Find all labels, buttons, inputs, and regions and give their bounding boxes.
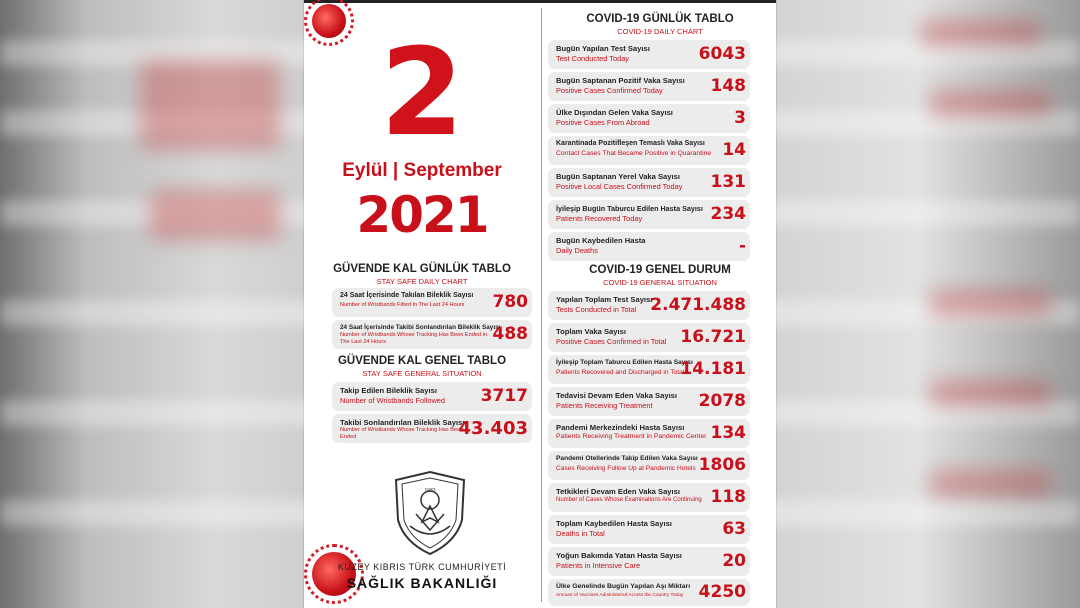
stat-row (548, 200, 750, 229)
emblem-year: 1983 (424, 488, 436, 494)
stat-value: 1806 (698, 455, 746, 475)
stat-value: 134 (710, 423, 746, 443)
stat-label-en: Positive Local Cases Confirmed Today (556, 182, 683, 191)
stat-label-tr: Bugün Kaybedilen Hasta (556, 236, 646, 245)
stat-value: 2.471.488 (650, 295, 746, 315)
stat-row (548, 136, 750, 165)
stat-label-en: Contact Cases That Became Positive in Quarantine (556, 150, 712, 157)
stat-row (548, 355, 750, 384)
stat-row (548, 451, 750, 480)
stat-value: 488 (492, 324, 528, 344)
blur-red-shape (930, 90, 1050, 116)
blur-red-shape (920, 20, 1040, 46)
stat-label-en: Positive Cases From Abroad (556, 118, 650, 127)
stat-row (332, 288, 532, 317)
stat-row (548, 419, 750, 448)
stat-label-en: Patients Recovered Today (556, 214, 643, 223)
stat-value: 4250 (698, 582, 746, 602)
stat-row (332, 382, 532, 411)
stat-label-tr: Yoğun Bakımda Yatan Hasta Sayısı (556, 551, 682, 560)
stat-row (548, 291, 750, 320)
blur-red-shape (150, 190, 280, 240)
stat-label-en: Number of Wristbands Followed (340, 396, 446, 405)
stat-row (548, 547, 750, 576)
stat-label-en: Patients Recovered and Discharged in Total (556, 369, 685, 376)
stat-row (548, 168, 750, 197)
stat-label-tr: Tedavisi Devam Eden Vaka Sayısı (556, 391, 678, 400)
stat-label-en: Patients Receiving Treatment in Pandemic Center (556, 433, 707, 440)
stat-label-tr: Takibi Sonlandırılan Bileklik Sayısı (340, 418, 465, 427)
infographic-poster (304, 0, 776, 608)
stat-label-en: Cases Receiving Follow Up at Pandemic Hotels (556, 465, 696, 472)
month-label: Eylül | September (342, 160, 502, 181)
covid-general-subtitle: COVID-19 GENERAL SITUATION (603, 278, 717, 287)
stay-safe-general-title: GÜVENDE KAL GENEL TABLO (337, 355, 507, 367)
year-label: 2021 (356, 186, 488, 244)
stat-row (548, 72, 750, 101)
stat-value: 2078 (698, 391, 746, 411)
stat-value: 148 (710, 76, 746, 96)
stat-value: 131 (710, 172, 746, 192)
stat-label-tr: Bugün Yapılan Test Sayısı (556, 44, 650, 53)
stat-label-en: Patients in Intensive Care (556, 561, 641, 570)
stat-label-tr: Bugün Saptanan Yerel Vaka Sayısı (556, 172, 680, 181)
stat-label-en: Test Conducted Today (556, 54, 629, 63)
stat-label-en: Number of Wristbands Whose Tracking Has Been Ended (340, 427, 464, 440)
stat-label-tr: 24 Saat İçerisinde Takılan Bileklik Sayısı (340, 292, 474, 299)
stat-label-en: Daily Deaths (556, 246, 598, 255)
covid-daily-title: COVID-19 GÜNLÜK TABLO (586, 13, 734, 25)
stat-label-tr: Karantinada Pozitifleşen Temaslı Vaka Sayısı (556, 140, 705, 147)
stat-value: 3 (734, 108, 746, 128)
ministry-country: KUZEY KIBRIS TÜRK CUMHURİYETİ (337, 562, 507, 572)
day-number: 2 (380, 24, 464, 163)
blur-red-shape (140, 60, 280, 150)
stat-label-en: Amount of Vaccines Administered Across the Country Today (556, 593, 684, 598)
stat-value: 234 (710, 204, 746, 224)
stat-value: 780 (492, 292, 528, 312)
stat-value: 16.721 (680, 327, 746, 347)
stat-label-tr: Pandemi Merkezindeki Hasta Sayısı (556, 423, 685, 432)
stat-label-en: Number of Wristbands Whose Tracking Has Been Ended in The Last 24 Hours (340, 332, 487, 345)
stat-value: 118 (710, 487, 746, 507)
blur-red-shape (930, 470, 1050, 496)
stat-label-tr: İyileşip Toplam Taburcu Edilen Hasta Sayısı (556, 359, 693, 366)
stat-value: 6043 (698, 44, 746, 64)
stat-row (332, 320, 532, 349)
stat-value: - (738, 236, 746, 256)
covid-daily-subtitle: COVID-19 DAILY CHART (617, 27, 703, 36)
stat-label-tr: Takip Edilen Bileklik Sayısı (340, 386, 437, 395)
stat-label-tr: Toplam Vaka Sayısı (556, 327, 626, 336)
stat-value: 63 (722, 519, 746, 539)
stat-row (548, 387, 750, 416)
stat-label-en: Deaths in Total (556, 529, 605, 538)
stat-row (548, 579, 750, 606)
stat-row (548, 104, 750, 133)
virus-icon (312, 4, 346, 38)
stat-value: 43.403 (458, 418, 528, 439)
stat-label-tr: 24 Saat İçerisinde Takibi Sonlandırılan Bileklik Sayısı (340, 324, 501, 331)
stat-label-tr: Tetkikleri Devam Eden Vaka Sayısı (556, 487, 680, 496)
stat-label-en: Patients Receiving Treatment (556, 401, 653, 410)
stat-row (548, 483, 750, 512)
stat-row (548, 40, 750, 69)
stat-label-tr: Yapılan Toplam Test Sayısı (556, 295, 653, 304)
blur-red-shape (930, 380, 1050, 406)
stat-value: 14.181 (680, 359, 746, 379)
stat-row (548, 323, 750, 352)
stat-row (548, 232, 750, 261)
stat-row (548, 515, 750, 544)
stat-label-en: Number of Cases Whose Examinations Are Continuing (556, 497, 702, 503)
stay-safe-daily-title: GÜVENDE KAL GÜNLÜK TABLO (333, 263, 511, 275)
stat-row (332, 414, 532, 443)
stat-value: 14 (722, 140, 746, 160)
column-divider (541, 8, 542, 602)
stat-label-en: Number of Wristbands Fitted in The Last 24 Hours (340, 302, 465, 308)
stay-safe-general-subtitle: STAY SAFE GENERAL SITUATION (362, 369, 482, 378)
stat-label-en: Tests Conducted in Total (556, 305, 637, 314)
covid-general-title: COVID-19 GENEL DURUM (589, 264, 731, 276)
stat-label-tr: Toplam Kaybedilen Hasta Sayısı (556, 519, 672, 528)
stat-label-tr: Pandemi Otellerinde Takip Edilen Vaka Sayısı (556, 455, 698, 462)
stat-label-en: Positive Cases Confirmed in Total (556, 337, 667, 346)
stat-label-tr: Bugün Saptanan Pozitif Vaka Sayısı (556, 76, 685, 85)
blur-red-shape (930, 290, 1050, 316)
stay-safe-daily-subtitle: STAY SAFE DAILY CHART (376, 277, 468, 286)
stat-label-tr: Ülke Genelinde Bugün Yapılan Aşı Miktarı (556, 583, 691, 590)
stat-label-tr: İyileşip Bugün Taburcu Edilen Hasta Sayısı (556, 204, 703, 213)
stat-value: 20 (722, 551, 746, 571)
ministry-name: SAĞLIK BAKANLIĞI (346, 575, 498, 591)
stat-value: 3717 (480, 386, 528, 406)
top-bar (304, 0, 776, 3)
stat-label-tr: Ülke Dışından Gelen Vaka Sayısı (556, 108, 673, 117)
stat-label-en: Positive Cases Confirmed Today (556, 86, 663, 95)
ministry-emblem-icon (392, 470, 468, 556)
